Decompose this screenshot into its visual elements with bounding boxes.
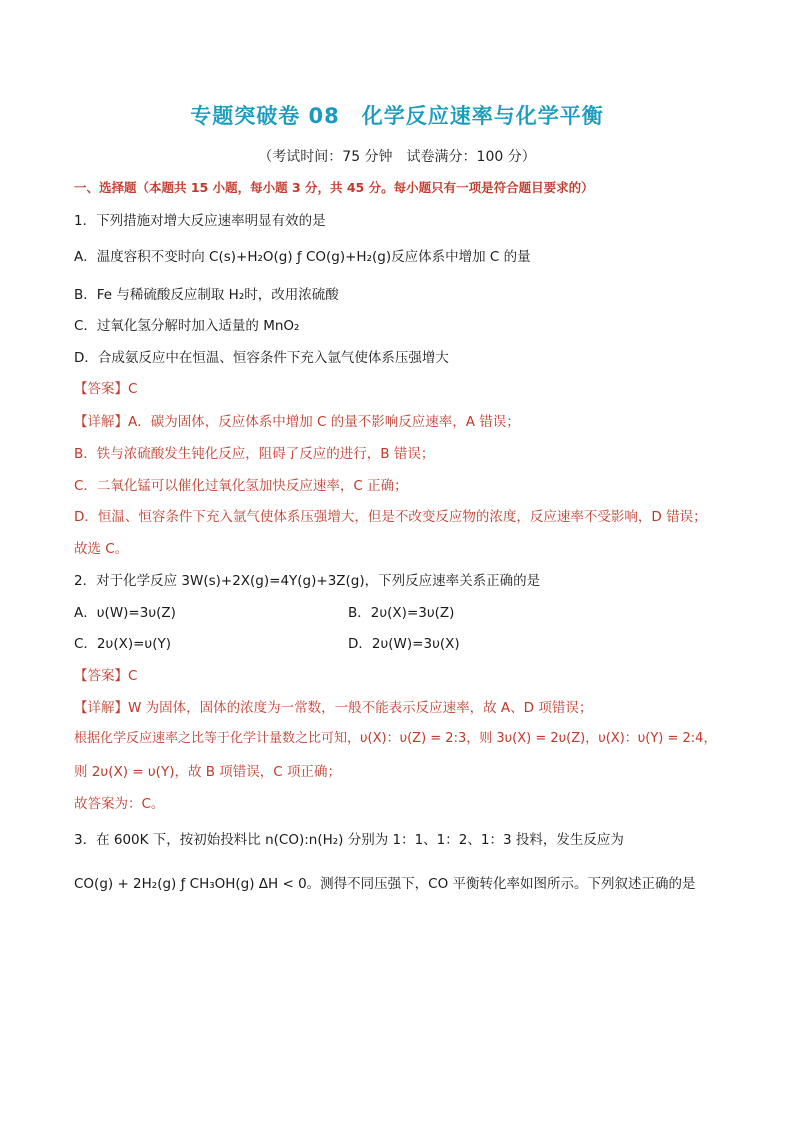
section-heading: 一、选择题（本题共 15 小题，每小题 3 分，共 45 分。每小题只有一项是符合题目要求的） [74,180,594,195]
q1-answer: 【答案】C [74,381,138,397]
q2-detail-line: 故答案为：C。 [74,796,165,812]
q3-stem: 3．在 600K 下，按初始投料比 n(CO):n(H₂) 分别为 1：1、1：2、1：3 投料，发生反应为 [74,832,624,848]
q2-detail-line: 【详解】W 为固体，固体的浓度为一常数，一般不能表示反应速率，故 A、D 项错误； [74,700,593,716]
q2-option-d: D．2υ(W)=3υ(X) [348,636,460,652]
q2-detail-line: 则 2υ(X) = υ(Y)，故 B 项错误，C 项正确； [74,764,342,780]
q1-option-d: D．合成氨反应中在恒温、恒容条件下充入氩气使体系压强增大 [74,350,449,366]
q1-detail-line: C．二氧化锰可以催化过氧化氢加快反应速率，C 正确； [74,478,408,494]
q1-option-b: B．Fe 与稀硫酸反应制取 H₂时，改用浓硫酸 [74,287,339,303]
q3-stem: CO(g) + 2H₂(g) ƒ CH₃OH(g) ΔH < 0。测得不同压强下，CO 平衡转化率如图所示。下列叙述正确的是 [74,876,696,892]
q1-stem: 1．下列措施对增大反应速率明显有效的是 [74,213,326,229]
page-title: 专题突破卷 08 化学反应速率与化学平衡 [190,104,604,128]
q2-detail-line: 根据化学反应速率之比等于化学计量数之比可知，υ(X)：υ(Z) = 2:3，则 3υ(X) = 2υ(Z)，υ(X)：υ(Y) = 2:4， [74,731,717,746]
exam-info: （考试时间：75 分钟 试卷满分：100 分） [258,149,536,165]
q2-answer: 【答案】C [74,668,138,684]
q2-option-c: C．2υ(X)=υ(Y) [74,636,172,652]
q2-option-b: B．2υ(X)=3υ(Z) [348,605,455,621]
q1-detail-line: D．恒温、恒容条件下充入氩气使体系压强增大，但是不改变反应物的浓度，反应速率不受影响，D 错误； [74,509,707,525]
q1-option-c: C．过氧化氢分解时加入适量的 MnO₂ [74,318,300,334]
q2-option-a: A．υ(W)=3υ(Z) [74,605,176,621]
q1-detail-line: 故选 C。 [74,541,129,557]
q1-option-a: A．温度容积不变时向 C(s)+H₂O(g) ƒ CO(g)+H₂(g)反应体系中增加 C 的量 [74,249,531,265]
q1-detail-line: B．铁与浓硫酸发生钝化反应，阻碍了反应的进行，B 错误； [74,446,435,462]
q1-detail-line: 【详解】A．碳为固体，反应体系中增加 C 的量不影响反应速率，A 错误； [74,414,520,430]
q2-stem: 2．对于化学反应 3W(s)+2X(g)=4Y(g)+3Z(g)，下列反应速率关系正确的是 [74,573,541,589]
